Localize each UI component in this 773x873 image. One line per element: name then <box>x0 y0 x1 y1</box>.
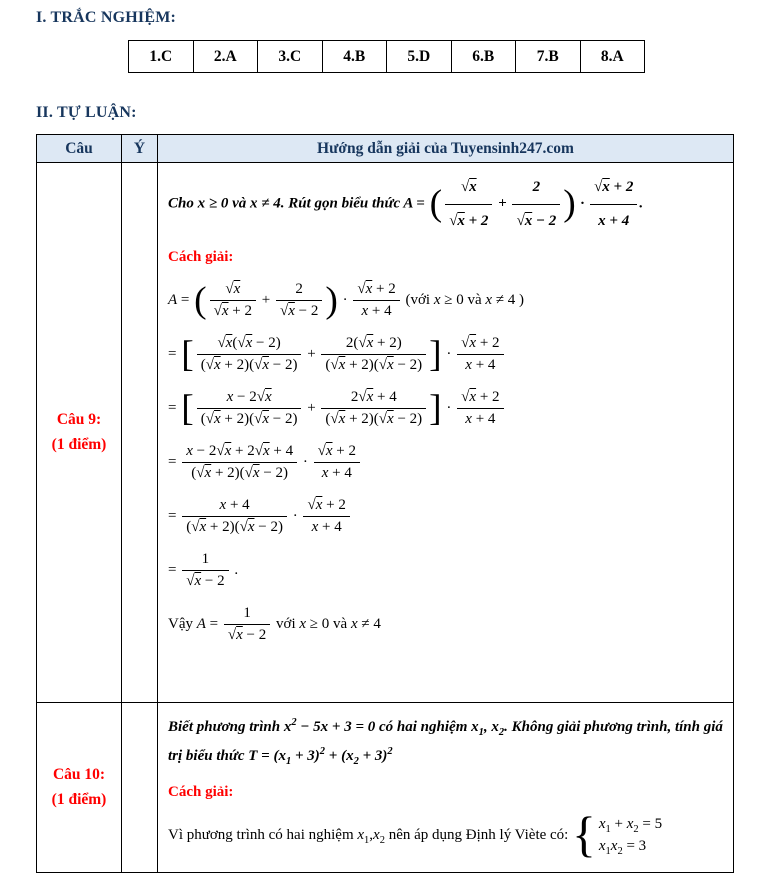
math-line-9-4: = $\frac{x - 2√x + 2√x + 4}{(√x + 2)(√x - 2)}$ · $\frac{√x + 2}{x + 4}$ <box>168 443 723 482</box>
answer-cell-5: 5.D <box>387 41 452 73</box>
question-label-9: Câu 9: <box>56 411 102 428</box>
answer-cell-6: 6.B <box>451 41 516 73</box>
answer-cell-2: 2.A <box>193 41 258 73</box>
solutions-table <box>36 134 734 873</box>
solution-cell-10 <box>158 703 734 873</box>
row-cau-10 <box>37 703 734 873</box>
header-cau: Câu <box>37 135 122 163</box>
solution-cell-9 <box>158 163 734 703</box>
solution-label-10: Cách giải: <box>168 784 234 800</box>
problem-statement-10: Biết phương trình $x^2 - 5x + 3 = 0$ có hai nghiệm $x_1$, $x_2$. Không giải phương trình, tính giá trị biểu thức $T = (x_1 + 3)^2 + (x_2 + 3)^2$ <box>168 717 723 767</box>
header-y: Ý <box>122 135 158 163</box>
math-line-9-6: = $\frac{1}{√x - 2}$ . <box>168 551 239 589</box>
points-label-9: (1 điểm) <box>51 436 107 453</box>
question-cell-10 <box>37 703 122 873</box>
solution-body-10: Vì phương trình có hai nghiệm $x_1,x_2$ nên áp dụng Định lý Viète có: { $x_1 + x_2 = 5$ $x_1x_2 = 3$ <box>168 807 663 863</box>
answers-table <box>128 40 645 73</box>
header-huong-dan: Hướng dẫn giải của Tuyensinh247.com <box>158 135 734 163</box>
solutions-header-row <box>37 135 734 163</box>
math-line-9-1: A = ( $\frac{√x}{√x + 2}$ + $\frac{2}{√x - 2}$ ) · $\frac{√x + 2}{x + 4}$ (với x ≥ 0 và x ≠ 4 ) <box>168 279 525 321</box>
solution-label-9: Cách giải: <box>168 249 234 265</box>
section-title-trac-nghiem: I. TRẮC NGHIỆM: <box>36 9 177 26</box>
problem-statement-9: Cho x ≥ 0 và x ≠ 4. Rút gọn biểu thức A = ( $\frac{√x}{√x + 2}$ + $\frac{2}{√x - 2}$ ) · $\frac{√x + 2}{x + 4}$ . <box>168 173 723 235</box>
y-cell-10 <box>122 703 158 873</box>
y-cell-9 <box>122 163 158 703</box>
answer-cell-7: 7.B <box>516 41 581 73</box>
answer-cell-1: 1.C <box>129 41 194 73</box>
answer-cell-3: 3.C <box>258 41 323 73</box>
math-line-9-5: = $\frac{x + 4}{(√x + 2)(√x - 2)}$ · $\frac{√x + 2}{x + 4}$ <box>168 497 723 536</box>
points-label-10: (1 điểm) <box>51 791 107 808</box>
answer-cell-4: 4.B <box>322 41 387 73</box>
math-line-9-2: = [ $\frac{√x(√x - 2)}{(√x + 2)(√x - 2)}$ + $\frac{2(√x + 2)}{(√x + 2)(√x - 2)}$ ] · $\frac{√x + 2}{x + 4}$ <box>168 335 723 374</box>
section-title-tu-luan: II. TỰ LUẬN: <box>36 104 137 121</box>
question-label-10: Câu 10: <box>52 766 106 783</box>
question-cell-9 <box>37 163 122 703</box>
math-line-9-7: Vậy A = $\frac{1}{√x - 2}$ với x ≥ 0 và x ≠ 4 <box>168 605 381 643</box>
row-cau-9 <box>37 163 734 703</box>
answer-cell-8: 8.A <box>580 41 645 73</box>
math-line-9-3: = [ $\frac{x - 2√x}{(√x + 2)(√x - 2)}$ + $\frac{2√x + 4}{(√x + 2)(√x - 2)}$ ] · $\frac{√x + 2}{x + 4}$ <box>168 389 723 428</box>
answers-row <box>129 41 645 73</box>
